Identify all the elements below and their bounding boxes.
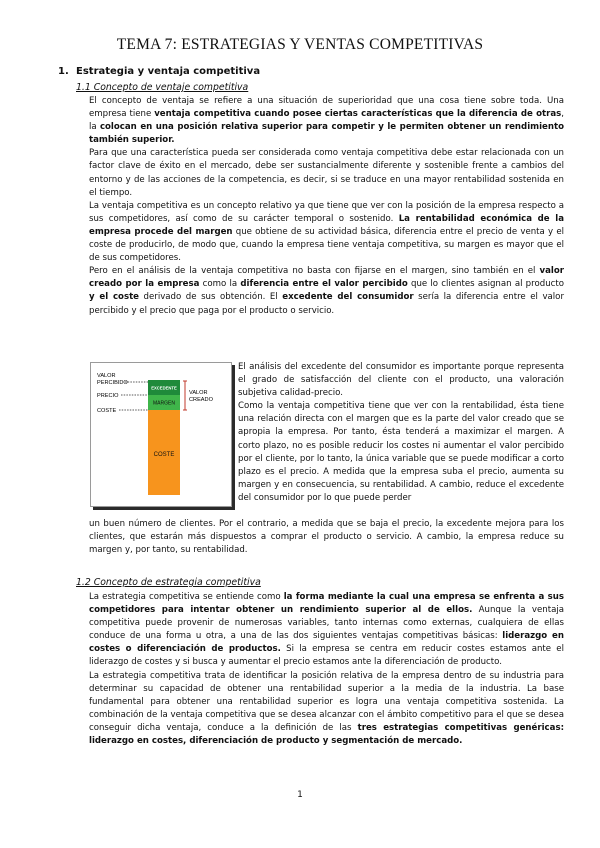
text-run: que lo clientes asignan al producto xyxy=(407,279,564,290)
text-run: Pero en el análisis de la ventaja competitiva no basta con fijarse en el margen, sino también en el xyxy=(89,266,540,277)
bold-run: excedente del consumidor xyxy=(282,292,414,303)
label-precio: PRECIO xyxy=(97,393,119,399)
bold-run: la forma mediante la cual una empresa se enfrenta a sus competidores para intentar obtener un rendimiento superior al de ellos. xyxy=(89,592,564,616)
text-block-beside-figure xyxy=(238,361,564,505)
text-run: sería la diferencia entre el valor percibido y el precio que paga por el producto o servicio. xyxy=(89,292,564,316)
bold-run: liderazgo en costes o diferenciación de productos. xyxy=(89,631,564,655)
bar-margen-label: MARGEN xyxy=(153,400,175,407)
bold-run: diferencia entre el valor percibido xyxy=(240,279,408,290)
bar-coste-label: COSTE xyxy=(153,452,175,458)
text-run: La estrategia competitiva trata de identificar la posición relativa de la empresa dentro de su industria para determinar su capacidad de obtener una rentabilidad superior a la media de la industria. La base fundamental para obtener una rentabilidad superior es logra una ventaja competitiva sostenida. La combinación de la ventaja competitiva que se desea alcanzar con el ámbito competitivo para el que se desea conseguir dicha ventaja, conduce a la definición de las xyxy=(89,670,564,733)
paragraph-continuation: un buen número de clientes. Por el contrario, a medida que se baja el precio, la excedente mejora para los clientes, que estarán más dispuestos a comprar el producto o servicio. A cambio, la empresa reduce su margen y, por tanto, su rentabilidad. xyxy=(89,519,564,556)
section-number: 1. xyxy=(58,66,69,77)
paragraph-valor-creado xyxy=(89,265,564,317)
paragraph-rentabilidad: Como la ventaja competitiva tiene que ver con la rentabilidad, ésta tiene una relación directa con el margen que es la parte del valor creado que se apropia la empresa. Por tanto, ésta tenderá a maximizar el margen. A corto plazo, no es posible reducir los costes ni aumentar el valor percibido por el cliente, por lo tanto, la única variable que se puede modificar a corto plazo es el precio. A medida que la empresa suba el precio, aumenta su margen y en consecuencia, su rentabilidad. A cambio, reduce el excedente del consumidor por lo que puede perder xyxy=(238,401,564,503)
page-number: 1 xyxy=(297,790,303,800)
subsection-heading-1-1: 1.1 Concepto de ventaje competitiva xyxy=(76,82,249,93)
paragraph-estrategias-genericas xyxy=(89,670,564,749)
text-run: derivado de sus obtención. El xyxy=(139,292,283,303)
bold-run: tres estrategias competitivas genéricas: liderazgo en costes, diferenciación de producto y segmentación de mercado. xyxy=(89,722,565,747)
value-diagram xyxy=(90,362,232,507)
text-run: Si la empresa se centra em reducir costes estamos ante el liderazgo de costes y si busca y aumentar el precio estamos ante la diferenciación de producto. xyxy=(89,644,564,668)
text-run: La ventaja competitiva es un concepto relativo ya que tiene que ver con la posición de la empresa respecto a sus competidores, así como de su carácter temporal o sostenido. xyxy=(89,200,564,224)
paragraph-caracteristica: Para que una característica pueda ser considerada como ventaja competitiva debe estar relacionada con un factor clave de éxito en el mercado, debe ser sustancialmente diferente y sostenible frente a cambios del entorno y de las acciones de la competencia, es decir, si se traduce en una mayor rentabilidad sostenida en el tiempo. xyxy=(89,148,564,198)
bold-run: y el coste xyxy=(89,292,140,303)
bold-run: La rentabilidad económica de la empresa procede del margen xyxy=(89,213,565,237)
document-title: TEMA 7: ESTRATEGIAS Y VENTAS COMPETITIVAS xyxy=(116,36,484,53)
text-block-2 xyxy=(89,591,564,748)
subsection-heading-1-2: 1.2 Concepto de estrategia competitiva xyxy=(76,577,261,588)
text-run: como la xyxy=(199,279,241,290)
label-coste-axis: COSTE xyxy=(97,408,117,414)
text-block-1 xyxy=(89,95,564,318)
bold-run: valor creado por la empresa xyxy=(89,266,564,290)
text-run: La estrategia competitiva se entiende como xyxy=(89,592,284,602)
text-run: que obtiene de su actividad básica, diferencia entre el precio de venta y el coste de producirlo, de modo que, cuando la empresa tiene ventaja competitiva, su margen es mayor que el de sus competidores. xyxy=(89,226,564,264)
text-run: Aunque la ventaja competitiva puede provenir de numerosas variables, tanto internas como externas, cualquiera de ellas conduce de una forma u otra, a una de las dos siguientes ventajas competitivas básicas: xyxy=(89,605,564,642)
paragraph-ventaja xyxy=(89,95,564,147)
label-valor: VALOR xyxy=(97,373,116,379)
bold-run: ventaja competitiva cuando posee ciertas características que la diferencia de otras xyxy=(154,109,562,120)
section-heading-1 xyxy=(58,66,260,77)
label-valor-creado-1: VALOR xyxy=(189,390,208,396)
text-run: , la xyxy=(89,109,564,133)
paragraph-concepto-relativo xyxy=(89,200,564,265)
section-title: Estrategia y ventaja competitiva xyxy=(76,66,261,77)
label-percibido: PERCIBIDO xyxy=(97,380,128,386)
bar-excedente-label: EXCEDENTE xyxy=(151,385,177,391)
bold-run: colocan en una posición relativa superior para competir y le permiten obtener un rendimiento también superior. xyxy=(89,122,564,146)
paragraph-estrategia xyxy=(89,591,564,670)
text-run: El concepto de ventaja se refiere a una situación de superioridad que una cosa tiene sobre toda. Una empresa tiene xyxy=(89,96,564,120)
label-valor-creado-2: CREADO xyxy=(189,397,213,403)
value-diagram-svg xyxy=(91,363,231,506)
text-block-continuation xyxy=(89,518,564,557)
paragraph-excedente: El análisis del excedente del consumidor es importante porque representa el grado de satisfacción del cliente con el producto, una valoración subjetiva calidad-precio. xyxy=(238,362,564,399)
